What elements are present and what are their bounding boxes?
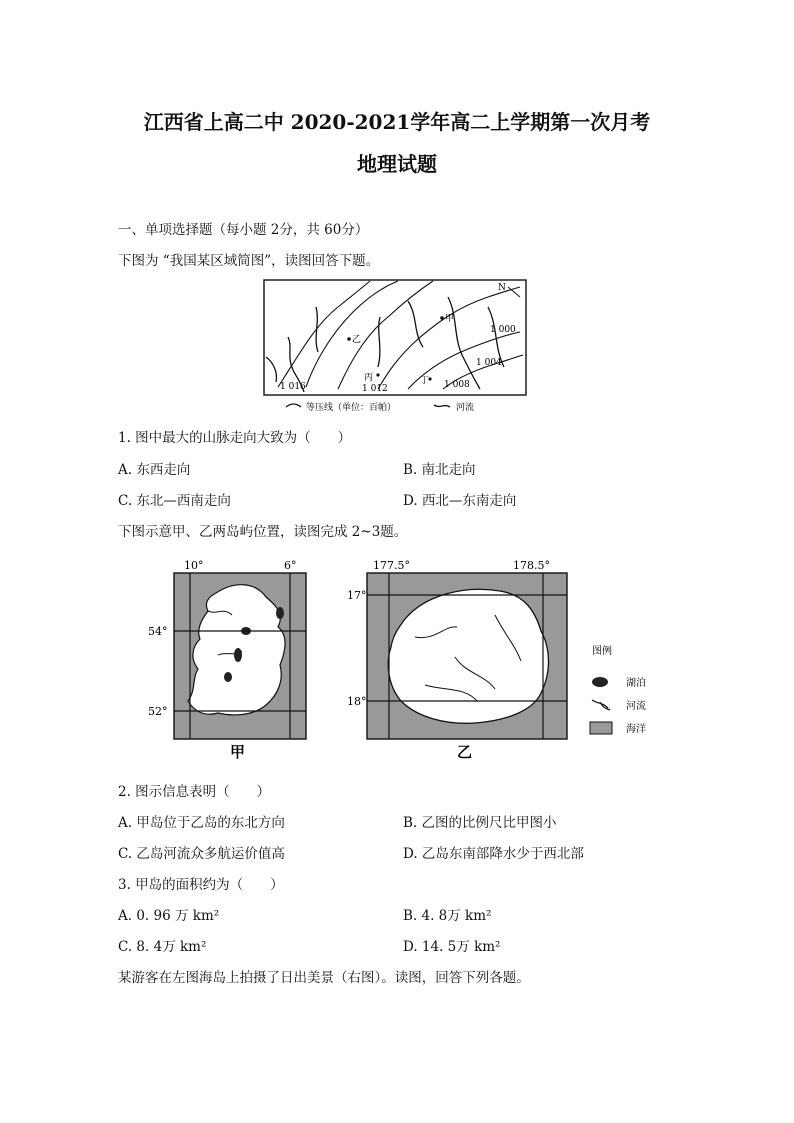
legend-ocean: 海洋: [626, 724, 646, 735]
q2-option-a: A. 甲岛位于乙岛的东北方向: [118, 815, 285, 831]
north-label: N: [498, 283, 506, 293]
jia-lat-bottom: 52°: [148, 705, 168, 718]
legend-river: 河流: [456, 403, 475, 413]
isobar-label-1012: 1 012: [362, 384, 388, 394]
isobar-legend-icon: [286, 404, 301, 407]
q3-option-b: B. 4. 8万 km²: [403, 908, 492, 924]
q2-option-b: B. 乙图的比例尺比甲图小: [403, 815, 557, 831]
place-ding: 丁: [420, 376, 430, 386]
legend-river-2: 河流: [626, 701, 646, 712]
isobar-label-1000: 1 000: [490, 325, 516, 335]
yi-lat-bottom: 18°: [347, 695, 367, 708]
paper-title-line1: 江西省上高二中 2020-2021学年高二上学期第一次月考: [143, 110, 651, 134]
intro-text-1: 下图为 “我国某区域简图”，读图回答下题。: [118, 253, 380, 269]
q1-option-c: C. 东北—西南走向: [118, 493, 231, 509]
q1-stem: 1. 图中最大的山脉走向大致为（ ）: [118, 430, 352, 446]
q1-option-a: A. 东西走向: [118, 462, 191, 478]
yi-lon-right: 178.5°: [513, 559, 550, 572]
intro-text-3: 某游客在左图海岛上拍摄了日出美景（右图）。读图，回答下列各题。: [118, 970, 530, 986]
place-bing: 丙: [364, 373, 374, 383]
paper-title-line2: 地理试题: [357, 152, 437, 176]
jia-lat-top: 54°: [148, 625, 168, 638]
yi-lat-top: 17°: [347, 589, 367, 602]
legend-title: 图例: [592, 646, 612, 657]
q1-option-b: B. 南北走向: [403, 462, 476, 478]
isobar-label-1004: 1 004: [476, 358, 502, 368]
river-legend-icon: [434, 405, 450, 407]
figure-island-jia: [146, 555, 316, 767]
ocean-legend-icon: [590, 722, 612, 734]
yi-caption: 乙: [457, 743, 473, 761]
isobar-label-1008: 1 008: [444, 380, 470, 390]
section-heading: 一、单项选择题（每小题 2分，共 60分）: [118, 222, 369, 238]
q1-option-d: D. 西北—东南走向: [403, 493, 517, 509]
legend-lake: 湖泊: [626, 678, 646, 689]
q3-stem: 3. 甲岛的面积约为（ ）: [118, 877, 284, 893]
place-yi: 乙: [352, 335, 362, 345]
q2-stem: 2. 图示信息表明（ ）: [118, 784, 271, 800]
q2-option-c: C. 乙岛河流众多航运价值高: [118, 846, 285, 862]
isobar-label-1016: 1 016: [280, 382, 306, 392]
figure-legend: [588, 642, 688, 740]
figure-region-map: [258, 277, 534, 417]
yi-lon-left: 177.5°: [373, 559, 410, 572]
q3-option-c: C. 8. 4万 km²: [118, 939, 207, 955]
jia-lon-right: 6°: [284, 559, 297, 572]
jia-caption: 甲: [230, 743, 246, 761]
q2-option-d: D. 乙岛东南部降水少于西北部: [403, 846, 584, 862]
figure-island-yi: [345, 555, 577, 767]
legend-isobar: 等压线（单位：百帕）: [306, 403, 397, 413]
q3-option-d: D. 14. 5万 km²: [403, 939, 501, 955]
q3-option-a: A. 0. 96 万 km²: [118, 908, 220, 924]
jia-lon-left: 10°: [184, 559, 204, 572]
lake-legend-icon: [592, 677, 608, 687]
place-jia: 甲: [445, 314, 455, 324]
intro-text-2: 下图示意甲、乙两岛屿位置，读图完成 2~3题。: [118, 524, 408, 540]
river-legend-icon-2: [592, 700, 610, 710]
